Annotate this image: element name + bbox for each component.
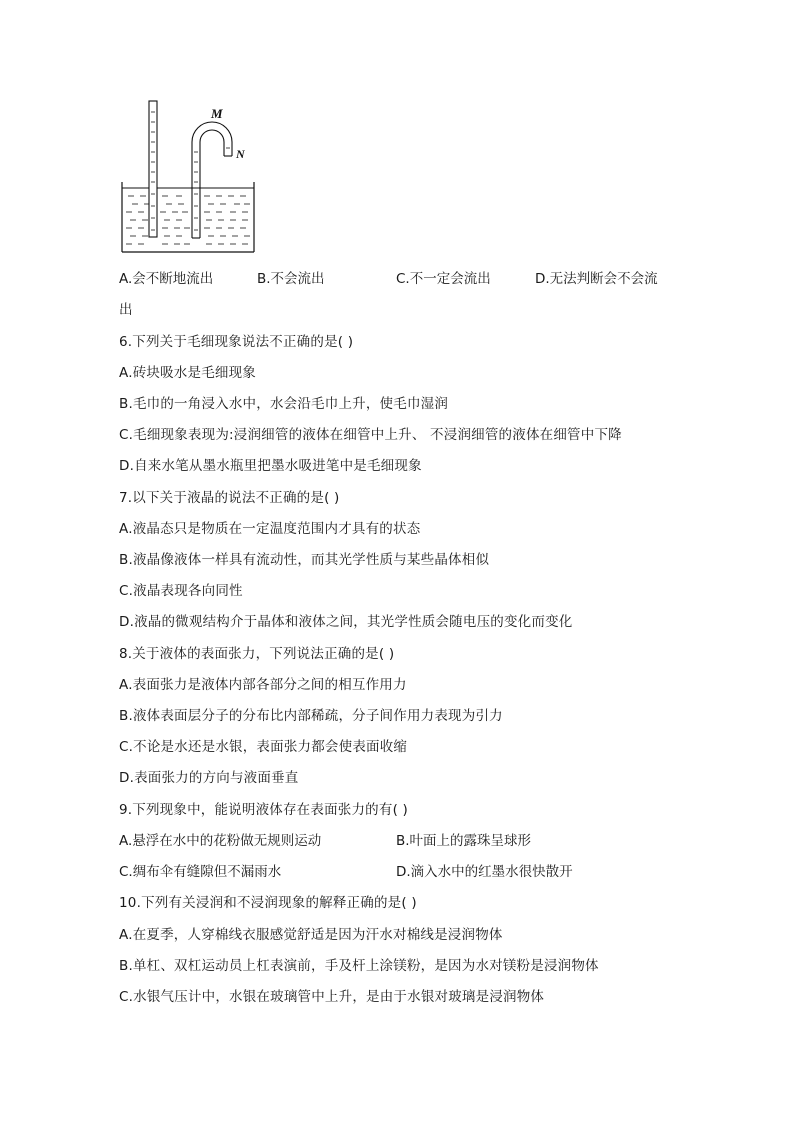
q9-stem: 9.下列现象中，能说明液体存在表面张力的有( ) xyxy=(119,802,409,818)
q6-option-c: C.毛细现象表现为:浸润细管的液体在细管中上升、 不浸润细管的液体在细管中下降 xyxy=(119,427,622,443)
q7-option-c: C.液晶表现各向同性 xyxy=(119,583,243,599)
q9-option-d: D.滴入水中的红墨水很快散开 xyxy=(396,864,573,880)
q6-option-a: A.砖块吸水是毛细现象 xyxy=(119,365,256,381)
q5-option-d: D.无法判断会不会流 xyxy=(535,271,658,287)
label-n: N xyxy=(236,147,245,161)
q5-option-a: A.会不断地流出 xyxy=(119,271,214,287)
q7-stem: 7.以下关于液晶的说法不正确的是( ) xyxy=(119,490,340,506)
q5-option-c: C.不一定会流出 xyxy=(396,271,491,287)
q6-option-b: B.毛巾的一角浸入水中，水会沿毛巾上升，使毛巾湿润 xyxy=(119,396,449,412)
q5-option-d-continued: 出 xyxy=(119,302,133,318)
label-m: M xyxy=(211,106,223,121)
q10-option-a: A.在夏季，人穿棉线衣服感觉舒适是因为汗水对棉线是浸润物体 xyxy=(119,927,503,943)
capillary-siphon-figure xyxy=(118,98,263,260)
q8-option-c: C.不论是水还是水银，表面张力都会使表面收缩 xyxy=(119,739,408,755)
q8-option-d: D.表面张力的方向与液面垂直 xyxy=(119,770,299,786)
q10-stem: 10.下列有关浸润和不浸润现象的解释正确的是( ) xyxy=(119,895,417,911)
water-hatching xyxy=(126,196,250,244)
q6-stem: 6.下列关于毛细现象说法不正确的是( ) xyxy=(119,334,354,350)
q7-option-d: D.液晶的微观结构介于晶体和液体之间，其光学性质会随电压的变化而变化 xyxy=(119,614,573,630)
bent-tube xyxy=(192,122,232,238)
q10-option-b: B.单杠、双杠运动员上杠表演前，手及杆上涂镁粉，是因为水对镁粉是浸润物体 xyxy=(119,958,599,974)
q6-option-d: D.自来水笔从墨水瓶里把墨水吸进笔中是毛细现象 xyxy=(119,458,422,474)
q9-option-a: A.悬浮在水中的花粉做无规则运动 xyxy=(119,833,322,849)
q8-option-a: A.表面张力是液体内部各部分之间的相互作用力 xyxy=(119,677,407,693)
capillary-diagram xyxy=(118,98,263,260)
q5-option-b: B.不会流出 xyxy=(257,271,325,287)
q9-option-b: B.叶面上的露珠呈球形 xyxy=(396,833,532,849)
q7-option-b: B.液晶像液体一样具有流动性，而其光学性质与某些晶体相似 xyxy=(119,552,490,568)
q9-option-c: C.绸布伞有缝隙但不漏雨水 xyxy=(119,864,282,880)
q8-stem: 8.关于液体的表面张力，下列说法正确的是( ) xyxy=(119,646,395,662)
q8-option-b: B.液体表面层分子的分布比内部稀疏，分子间作用力表现为引力 xyxy=(119,708,503,724)
q10-option-c: C.水银气压计中，水银在玻璃管中上升，是由于水银对玻璃是浸润物体 xyxy=(119,989,545,1005)
q7-option-a: A.液晶态只是物质在一定温度范围内才具有的状态 xyxy=(119,521,421,537)
straight-tube xyxy=(149,101,157,237)
